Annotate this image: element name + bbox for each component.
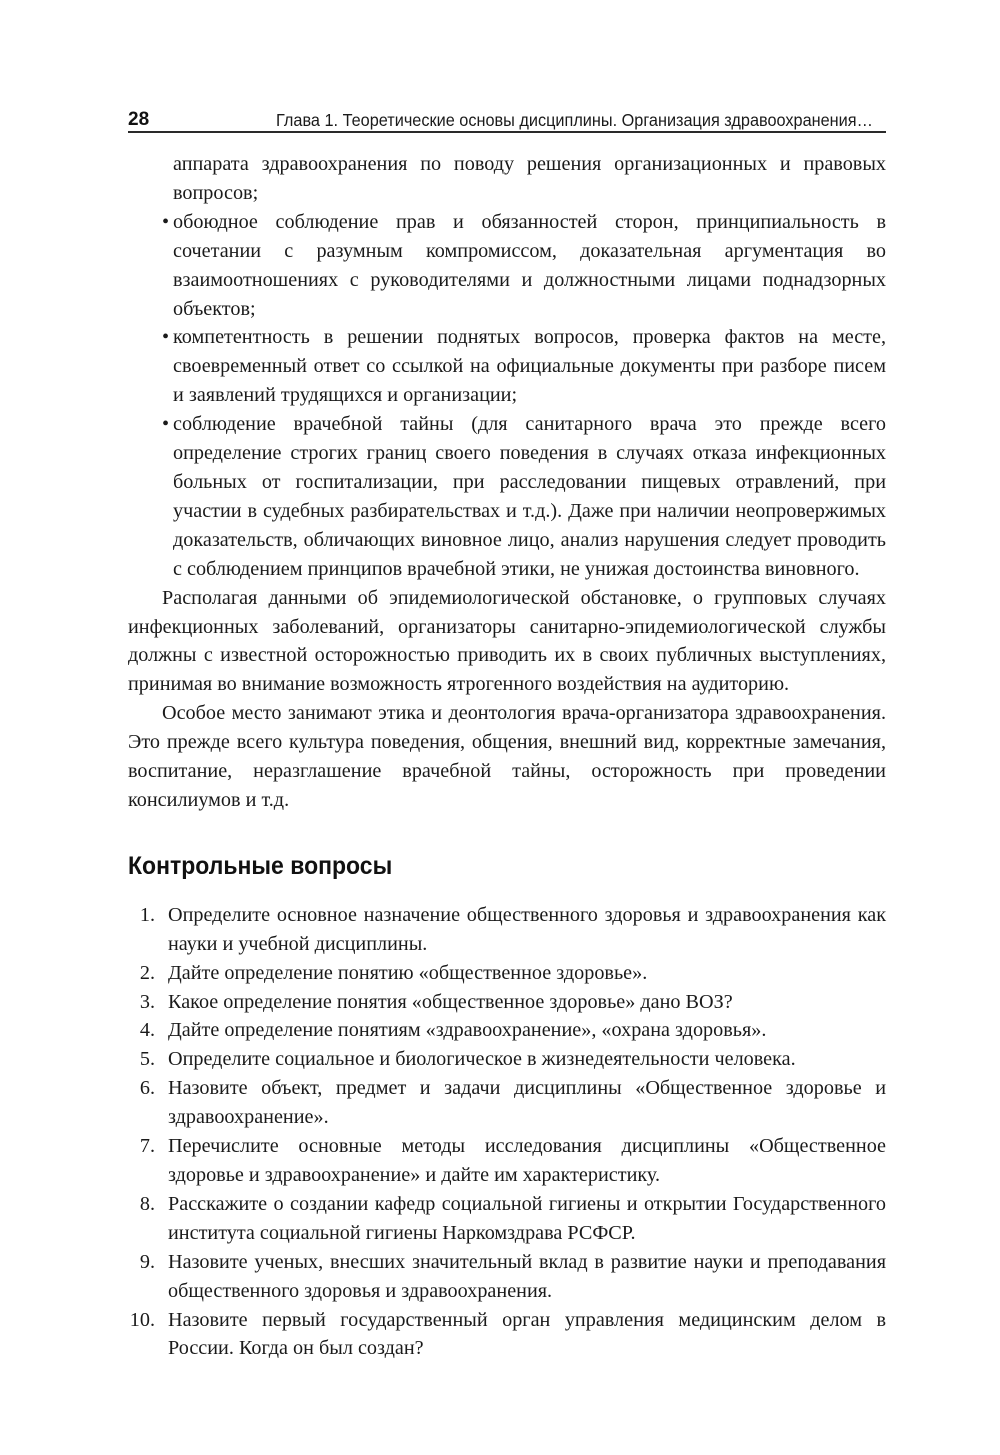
- page-content: [128, 150, 886, 1363]
- list-item-number: 8.: [139, 1192, 155, 1215]
- list-item-text: Назовите объект, предмет и задачи дисциплины «Общественное здоровье и здравоохранение».: [168, 1077, 886, 1129]
- list-item-text: Определите социальное и биологическое в жизнедеятельности человека.: [168, 1048, 796, 1071]
- list-item-text: обоюдное соблюдение прав и обязанностей сторон, принципиальность в сочетании с разумным компромиссом, доказательная аргументация во взаимоотношениях с руководителями и должностными лицами поднадзорных объектов;: [173, 210, 886, 320]
- section-heading: Контрольные вопросы: [128, 851, 393, 880]
- list-item: [128, 1190, 886, 1248]
- list-item-number: 4.: [139, 1019, 155, 1042]
- page-number: 28: [128, 109, 150, 130]
- bullet-icon: •: [162, 210, 170, 233]
- list-item-text: Назовите первый государственный орган управления медицинским делом в России. Когда он был создан?: [168, 1308, 886, 1360]
- list-item: [128, 323, 886, 410]
- list-item: [128, 1306, 886, 1364]
- list-item-text: Расскажите о создании кафедр социальной гигиены и открытии Государственного института социальной гигиены Наркомздрава РСФСР.: [168, 1192, 886, 1244]
- list-item-text: Какое определение понятия «общественное здоровье» дано ВОЗ?: [168, 990, 733, 1013]
- list-item: [128, 988, 886, 1017]
- list-item: [128, 1074, 886, 1132]
- bullet-icon: •: [162, 326, 170, 349]
- list-item-text: Определите основное назначение общественного здоровья и здравоохранения как науки и учебной дисциплины.: [168, 903, 886, 955]
- running-head: [128, 100, 886, 130]
- list-item: [128, 410, 886, 583]
- list-item-number: 6.: [139, 1077, 155, 1100]
- continued-paragraph: аппарата здравоохранения по поводу решения организационных и правовых вопросов;: [173, 153, 886, 204]
- list-item-number: 2.: [139, 961, 155, 984]
- list-item-text: Назовите ученых, внесших значительный вклад в развитие науки и преподавания общественного здоровья и здравоохранения.: [168, 1250, 886, 1302]
- control-questions-list: [128, 901, 886, 1364]
- body-paragraph: Особое место занимают этика и деонтология врача-организатора здравоохранения. Это прежде всего культура поведения, общения, внешний вид, корректные замечания, воспитание, неразглашение врачебной тайны, осторожность при проведении консилиумов и т.д.: [128, 702, 886, 811]
- list-item-number: 9.: [139, 1250, 155, 1273]
- list-item-text: Перечислите основные методы исследования дисциплины «Общественное здоровье и здравоохранение» и дайте им характеристику.: [168, 1135, 886, 1186]
- list-item: [128, 1016, 886, 1045]
- list-item-text: компетентность в решении поднятых вопросов, проверка фактов на месте, своевременный ответ со ссылкой на официальные документы при разборе писем и заявлений трудящихся и организации;: [173, 326, 886, 407]
- list-item-number: 10.: [129, 1308, 155, 1331]
- list-item: [128, 1248, 886, 1306]
- list-item-number: 3.: [139, 990, 155, 1013]
- list-item: [128, 208, 886, 324]
- header-divider: [128, 131, 886, 133]
- body-paragraph: Располагая данными об эпидемиологической обстановке, о групповых случаях инфекционных заболеваний, организаторы санитарно-эпидемиологической службы должны с известной осторожностью приводить их в своих публичных выступлениях, принимая во внимание возможность ятрогенного воздействия на аудиторию.: [128, 586, 886, 696]
- list-item-number: 7.: [139, 1135, 155, 1158]
- section-heading-wrap: [128, 851, 886, 881]
- list-item-number: 5.: [139, 1048, 155, 1071]
- list-item: [128, 959, 886, 988]
- list-item-text: Дайте определение понятию «общественное здоровье».: [168, 961, 648, 984]
- list-item-text: Дайте определение понятиям «здравоохранение», «охрана здоровья».: [168, 1019, 767, 1042]
- principles-bullet-list: [128, 208, 886, 584]
- list-item: [128, 1045, 886, 1074]
- list-item: [128, 901, 886, 959]
- list-item-number: 1.: [139, 903, 155, 926]
- list-item-text: соблюдение врачебной тайны (для санитарного врача это прежде всего определение строгих границ своего поведения в случаях отказа инфекционных больных от госпитализации, при расследовании пищевых отравлений, при участии в судебных разбирательствах и т.д.). Даже при наличии неопровержимых доказательств, обличающих виновное лицо, анализ нарушения следует проводить с соблюдением принципов врачебной этики, не унижая достоинства виновного.: [173, 413, 886, 580]
- running-head-title: Глава 1. Теоретические основы дисциплины. Организация здравоохранения…: [276, 110, 873, 130]
- list-item: [128, 1132, 886, 1190]
- bullet-icon: •: [162, 413, 170, 436]
